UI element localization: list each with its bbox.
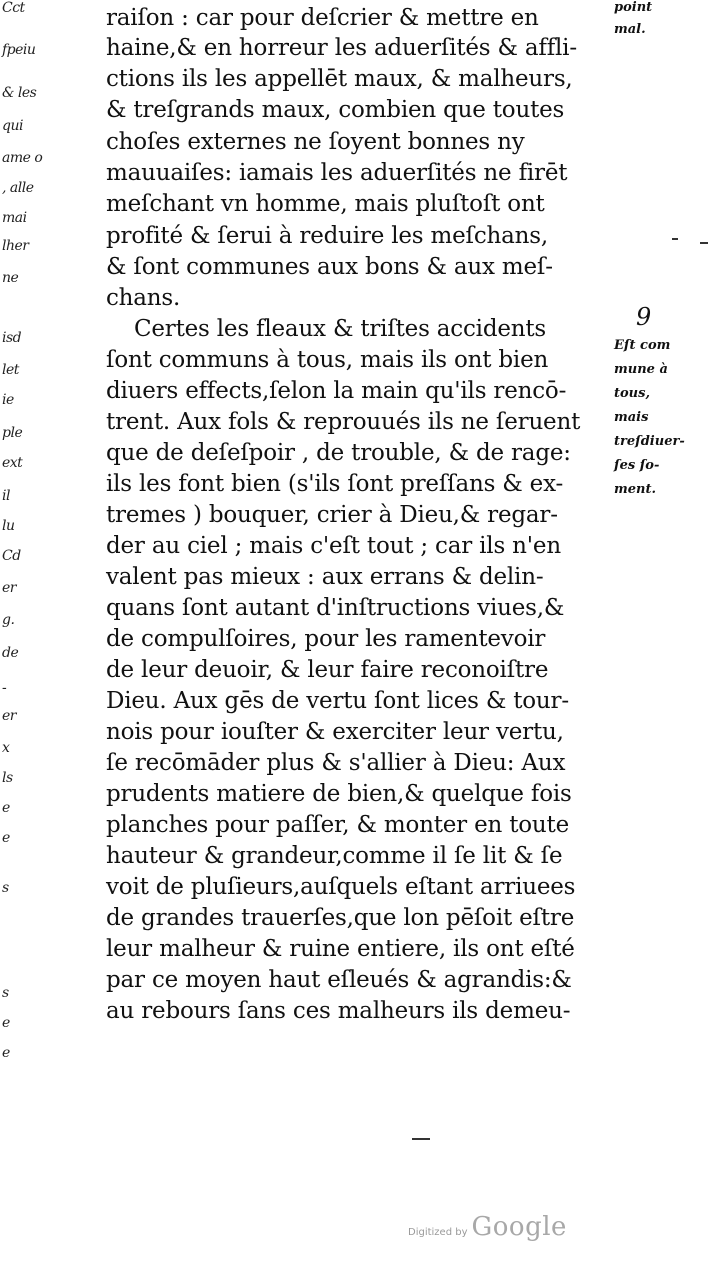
text-line: choſes externes ne ſoyent bonnes ny — [106, 129, 525, 155]
margin-note-line: ſes ſo- — [614, 458, 660, 473]
left-fragment: ext — [2, 455, 23, 471]
text-line: ctions ils les appellēt maux, & malheurs, — [106, 66, 573, 92]
text-line: ſont communs à tous, mais ils ont bien — [106, 347, 549, 373]
text-line: de grandes trauerſes,que lon pēſoit eſtre — [106, 905, 575, 931]
text-line: & treſgrands maux, combien que toutes — [106, 97, 565, 123]
left-fragment: let — [2, 362, 19, 378]
left-fragment: il — [2, 488, 10, 504]
text-line: chans. — [106, 285, 181, 311]
margin-note-line: treſdiuer- — [614, 434, 685, 449]
left-fragment: qui — [2, 118, 23, 134]
left-fragment: ie — [2, 392, 14, 408]
left-fragment: de — [2, 645, 19, 661]
left-fragment: er — [2, 580, 16, 596]
margin-note-line: mune à — [614, 362, 668, 377]
left-fragment: - — [2, 680, 7, 696]
left-fragment: Cd — [2, 548, 21, 564]
left-fragment: ls — [2, 770, 13, 786]
text-line: ſe recōmāder plus & s'allier à Dieu: Aux — [106, 750, 566, 776]
left-fragment: mai — [2, 210, 27, 226]
left-fragment: fpeiu — [2, 42, 36, 58]
left-fragment: er — [2, 708, 16, 724]
left-fragment: e — [2, 830, 10, 846]
left-fragment: s — [2, 880, 9, 896]
text-line: Certes les fleaux & triſtes accidents — [134, 316, 547, 342]
text-line: par ce moyen haut eſleués & agrandis:& — [106, 967, 572, 993]
left-fragment: e — [2, 1015, 10, 1031]
text-line: hauteur & grandeur,comme il ſe lit & ſe — [106, 843, 563, 869]
text-line: profité & ſerui à reduire les meſchans, — [106, 223, 548, 249]
text-line: haine,& en horreur les aduerſités & affli- — [106, 35, 577, 61]
text-line: nois pour iouſter & exerciter leur vertu, — [106, 719, 564, 745]
text-line: prudents matiere de bien,& quelque fois — [106, 781, 572, 807]
margin-note-line: mais — [614, 410, 649, 425]
left-fragment: Cct — [2, 0, 25, 16]
left-fragment: & les — [2, 85, 37, 101]
left-fragment: ame o — [2, 150, 43, 166]
left-fragment: e — [2, 1045, 10, 1061]
margin-note-line: Eſt com — [614, 338, 671, 353]
text-line: quans ſont autant d'inſtructions viues,& — [106, 595, 565, 621]
text-line: & ſont communes aux bons & aux meſ- — [106, 254, 553, 280]
text-line: de compulſoires, pour les ramentevoir — [106, 626, 546, 652]
left-gutter-fragments — [0, 0, 44, 1080]
left-fragment: g. — [2, 612, 15, 628]
margin-note-line: tous, — [614, 386, 650, 401]
text-line: Dieu. Aux gēs de vertu ſont lices & tour- — [106, 688, 569, 714]
left-fragment: x — [2, 740, 10, 756]
text-line: au rebours ſans ces malheurs ils demeu- — [106, 998, 571, 1024]
text-line: voit de pluſieurs,auſquels eſtant arriuees — [106, 874, 576, 900]
left-fragment: e — [2, 800, 10, 816]
left-fragment: isd — [2, 330, 22, 346]
margin-note-number: 9 — [636, 303, 652, 331]
watermark-logo-text: Google — [471, 1212, 567, 1242]
stray-ink-mark — [412, 1138, 430, 1140]
text-line: que de deſeſpoir , de trouble, & de rage: — [106, 440, 571, 466]
text-line: valent pas mieux : aux errans & delin- — [106, 564, 544, 590]
text-line: ils les font bien (s'ils ſont preſſans & ex- — [106, 471, 564, 497]
left-fragment: lu — [2, 518, 15, 534]
left-fragment: ne — [2, 270, 19, 286]
text-line: mauuaiſes: iamais les aduerſités ne firēt — [106, 160, 568, 186]
text-line: leur malheur & ruine entiere, ils ont eſté — [106, 936, 575, 962]
left-fragment: lher — [2, 238, 29, 254]
text-line: trent. Aux fols & reprouués ils ne ſeruent — [106, 409, 581, 435]
margin-note-line: ment. — [614, 482, 657, 497]
text-line: de leur deuoir, & leur faire reconoiſtre — [106, 657, 549, 683]
margin-note-line: mal. — [614, 22, 646, 37]
watermark-small-text: Digitized by — [408, 1227, 468, 1238]
text-line: raiſon : car pour deſcrier & mettre en — [106, 5, 539, 31]
margin-note-line: point — [614, 0, 653, 15]
left-fragment: ple — [2, 425, 23, 441]
left-fragment: s — [2, 985, 9, 1001]
stray-ink-mark — [700, 242, 708, 244]
stray-ink-mark — [672, 238, 678, 240]
text-line: der au ciel ; mais c'eſt tout ; car ils n'en — [106, 533, 561, 559]
digitized-watermark — [408, 1212, 567, 1242]
left-fragment: , alle — [2, 180, 34, 196]
text-line: tremes ) bouquer, crier à Dieu,& regar- — [106, 502, 558, 528]
text-line: meſchant vn homme, mais pluſtoſt ont — [106, 191, 545, 217]
text-line: diuers effects,ſelon la main qu'ils rencō- — [106, 378, 567, 404]
text-line: planches pour paſſer, & monter en toute — [106, 812, 569, 838]
